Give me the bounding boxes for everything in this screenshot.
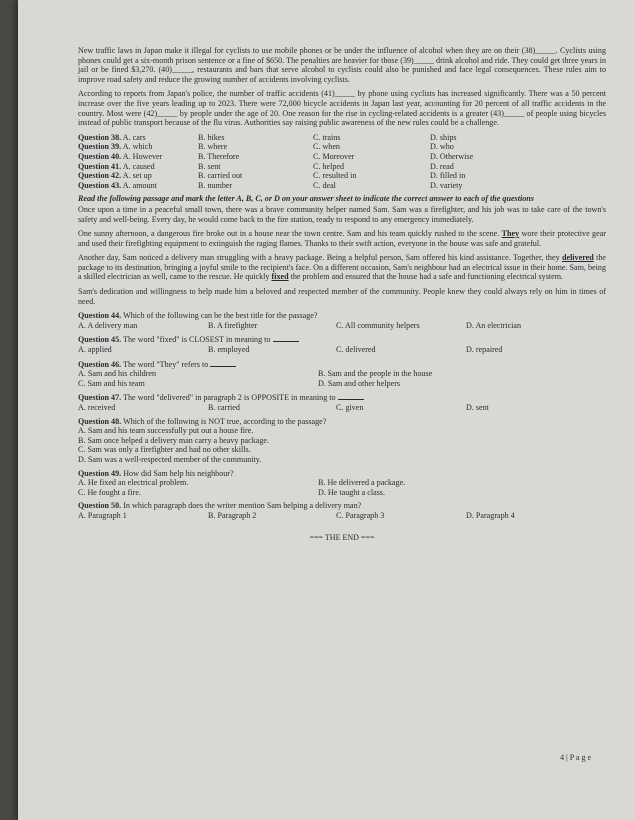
page-content: [78, 46, 606, 542]
cloze-paragraph-2: According to reports from Japan's police, the number of traffic accidents (41)_____ by phone using cyclists has increased significantly. There was a 50 percent increase over the five years leading up to 2023. There were 72,000 bicycle accidents in Japan last year, accounting for 20 percent of all traffic accidents in the country. Most were (42)_____ by people under the age of 20. One reason for the rise in cycling-related accidents is a greater (43)_____ of people using bicycles instead of public transport because of the flu virus. Authorities say raising public awareness of the new rules could be a challenge.: [78, 89, 606, 128]
question-44: Question 44. Which of the following can be the best title for the passage? A. A delivery man B. A firefighter C. All community helpers D. An electrician: [78, 311, 606, 330]
question-50: Question 50. In which paragraph does the writer mention Sam helping a delivery man? A. Paragraph 1 B. Paragraph 2 C. Paragraph 3 D. Paragraph 4: [78, 501, 606, 520]
option-a: A. He fixed an electrical problem.: [78, 478, 189, 488]
option-d: D. He taught a class.: [318, 487, 385, 497]
answer-blank: [273, 334, 299, 342]
option-b: B. Paragraph 2: [208, 510, 257, 520]
question-number: Question 39.: [78, 142, 122, 152]
answer-blank: [338, 392, 364, 400]
story-paragraph-1: Once upon a time in a peaceful small town, there was a brave community helper named Sam. Sam was a firefighter, and his job was to take care of the town's safety and well-being. Every day, he would come back to the fire station, ready to respond to any emergency immediately.: [78, 204, 606, 224]
option-b: B. where: [198, 142, 228, 152]
underlined-delivered: delivered: [561, 253, 594, 263]
option-c: C. deal: [313, 180, 336, 190]
option-a: A. which: [122, 142, 153, 152]
option-a: A. Paragraph 1: [78, 510, 127, 520]
option-a: A. However: [122, 151, 163, 161]
option-d: D. An electrician: [466, 320, 522, 330]
answer-blank: [210, 359, 236, 367]
option-c: C. resulted in: [313, 171, 357, 181]
story-paragraph-4: Sam's dedication and willingness to help made him a beloved and respected member of the community. People knew they could always rely on him in times of need.: [78, 287, 606, 306]
option-b: B. Sam and the people in the house: [318, 369, 433, 379]
question-47: Question 47. The word "delivered" in paragraph 2 is OPPOSITE in meaning to A. received B. carried C. given D. sent: [78, 392, 606, 412]
question-45: Question 45. The word "fixed" is CLOSEST in meaning to A. applied B. employed C. delivered D. repaired: [78, 334, 606, 354]
option-c: C. when: [313, 142, 340, 152]
option-b: B. employed: [208, 345, 250, 355]
option-a: A. applied: [78, 345, 112, 355]
reading-instruction: Read the following passage and mark the letter A, B, C, or D on your answer sheet to indicate the correct answer to each of the questions: [78, 194, 534, 204]
option-b: B. carried out: [198, 171, 243, 181]
option-d: D. Sam and other helpers: [318, 378, 401, 388]
option-c: C. Moreover: [313, 151, 355, 161]
option-d: D. Otherwise: [430, 151, 474, 161]
option-c: C. Sam and his team: [78, 378, 145, 388]
option-a: A. A delivery man: [78, 320, 138, 330]
option-b: B. Sam once helped a delivery man carry a heavy package.: [78, 435, 270, 445]
question-number: Question 42.: [78, 171, 122, 181]
option-a: A. amount: [122, 180, 157, 190]
option-d: D. variety: [430, 180, 463, 190]
option-d: D. repaired: [466, 345, 503, 355]
cloze-paragraph-1: New traffic laws in Japan make it illegal for cyclists to use mobile phones or be under the influence of alcohol when they are on their (38)_____. Cyclists using phones could get a six-month prison sentence or a fine of $650. The penalties are heavier for those (39)_____ drink alcohol and ride. They could get three years in jail or be fined $3,270. (40)_____, restaurants and bars that serve alcohol to cyclists could also be punished and face legal consequences. These rules aim to improve road safety and reduce the growing number of accidents involving cyclists.: [78, 46, 606, 84]
option-c: C. trains: [313, 132, 341, 142]
question-48: Question 48. Which of the following is NOT true, according to the passage? A. Sam and his team successfully put out a house fire. B. Sam once helped a delivery man carry a heavy package. C. Sam was only a firefighter and had no other skills. D. Sam was a well-respected member of the community.: [78, 417, 606, 465]
option-c: C. given: [336, 403, 364, 412]
option-d: D. ships: [430, 132, 457, 142]
page-number: 4 | P a g e: [560, 753, 591, 762]
option-c: C. He fought a fire.: [78, 487, 141, 497]
option-d: D. read: [430, 161, 454, 171]
option-b: B. sent: [198, 161, 221, 171]
option-b: B. bikes: [198, 132, 225, 142]
option-a: A. cars: [122, 132, 146, 142]
option-d: D. Paragraph 4: [466, 510, 515, 520]
option-b: B. He delivered a package.: [318, 478, 406, 488]
end-marker: === THE END ===: [309, 532, 375, 542]
option-b: B. A firefighter: [208, 320, 258, 330]
option-a: A. Sam and his team successfully put out a house fire.: [78, 426, 254, 436]
option-c: C. Sam was only a firefighter and had no other skills.: [78, 445, 251, 455]
question-number: Question 41.: [78, 161, 122, 171]
option-d: D. sent: [466, 403, 489, 412]
option-c: C. delivered: [336, 345, 376, 355]
question-number: Question 38.: [78, 132, 122, 142]
option-a: A. set up: [122, 171, 152, 181]
exam-page: [18, 0, 635, 820]
option-a: A. received: [78, 403, 116, 412]
option-d: D. who: [430, 142, 454, 152]
option-a: A. Sam and his children: [78, 369, 157, 379]
question-number: Question 40.: [78, 151, 122, 161]
option-c: C. helped: [313, 161, 345, 171]
option-b: B. number: [198, 180, 233, 190]
option-b: B. Therefore: [198, 151, 240, 161]
option-b: B. carried: [208, 403, 240, 412]
cloze-options-table: [78, 133, 606, 191]
question-number: Question 43.: [78, 180, 122, 190]
option-a: A. caused: [122, 161, 155, 171]
underlined-they: They: [501, 229, 520, 239]
option-c: C. All community helpers: [336, 320, 420, 330]
option-d: D. Sam was a well-respected member of the community.: [78, 454, 262, 464]
option-c: C. Paragraph 3: [336, 510, 385, 520]
underlined-fixed: fixed: [271, 272, 289, 282]
story-paragraph-3: Another day, Sam noticed a delivery man struggling with a heavy package. Being a helpful person, Sam offered his kind assistance. Together, they delivered the package to its destination, bringing a joyful smile to the recipient's face. On a different occasion, Sam's neighbour had an electrical issue in their home. Sam, being a skilled electrician as well, came to the rescue. He quickly fixed the problem and ensured that the house had a safe and functioning electrical system.: [78, 253, 606, 282]
question-46: Question 46. The word "They" refers to A. Sam and his children B. Sam and the people in the house C. Sam and his team D. Sam and other helpers: [78, 359, 606, 389]
story-paragraph-2: One sunny afternoon, a dangerous fire broke out in a house near the town centre. Sam and his team quickly rushed to the scene. They wore their protective gear and used their firefighting equipment to extinguish the raging flames. Thanks to their swift action, everyone in the house was safe and grateful.: [78, 229, 606, 248]
question-49: Question 49. How did Sam help his neighbour? A. He fixed an electrical problem. B. He delivered a package. C. He fought a fire. D. He taught a class.: [78, 469, 606, 498]
option-d: D. filled in: [430, 171, 466, 181]
